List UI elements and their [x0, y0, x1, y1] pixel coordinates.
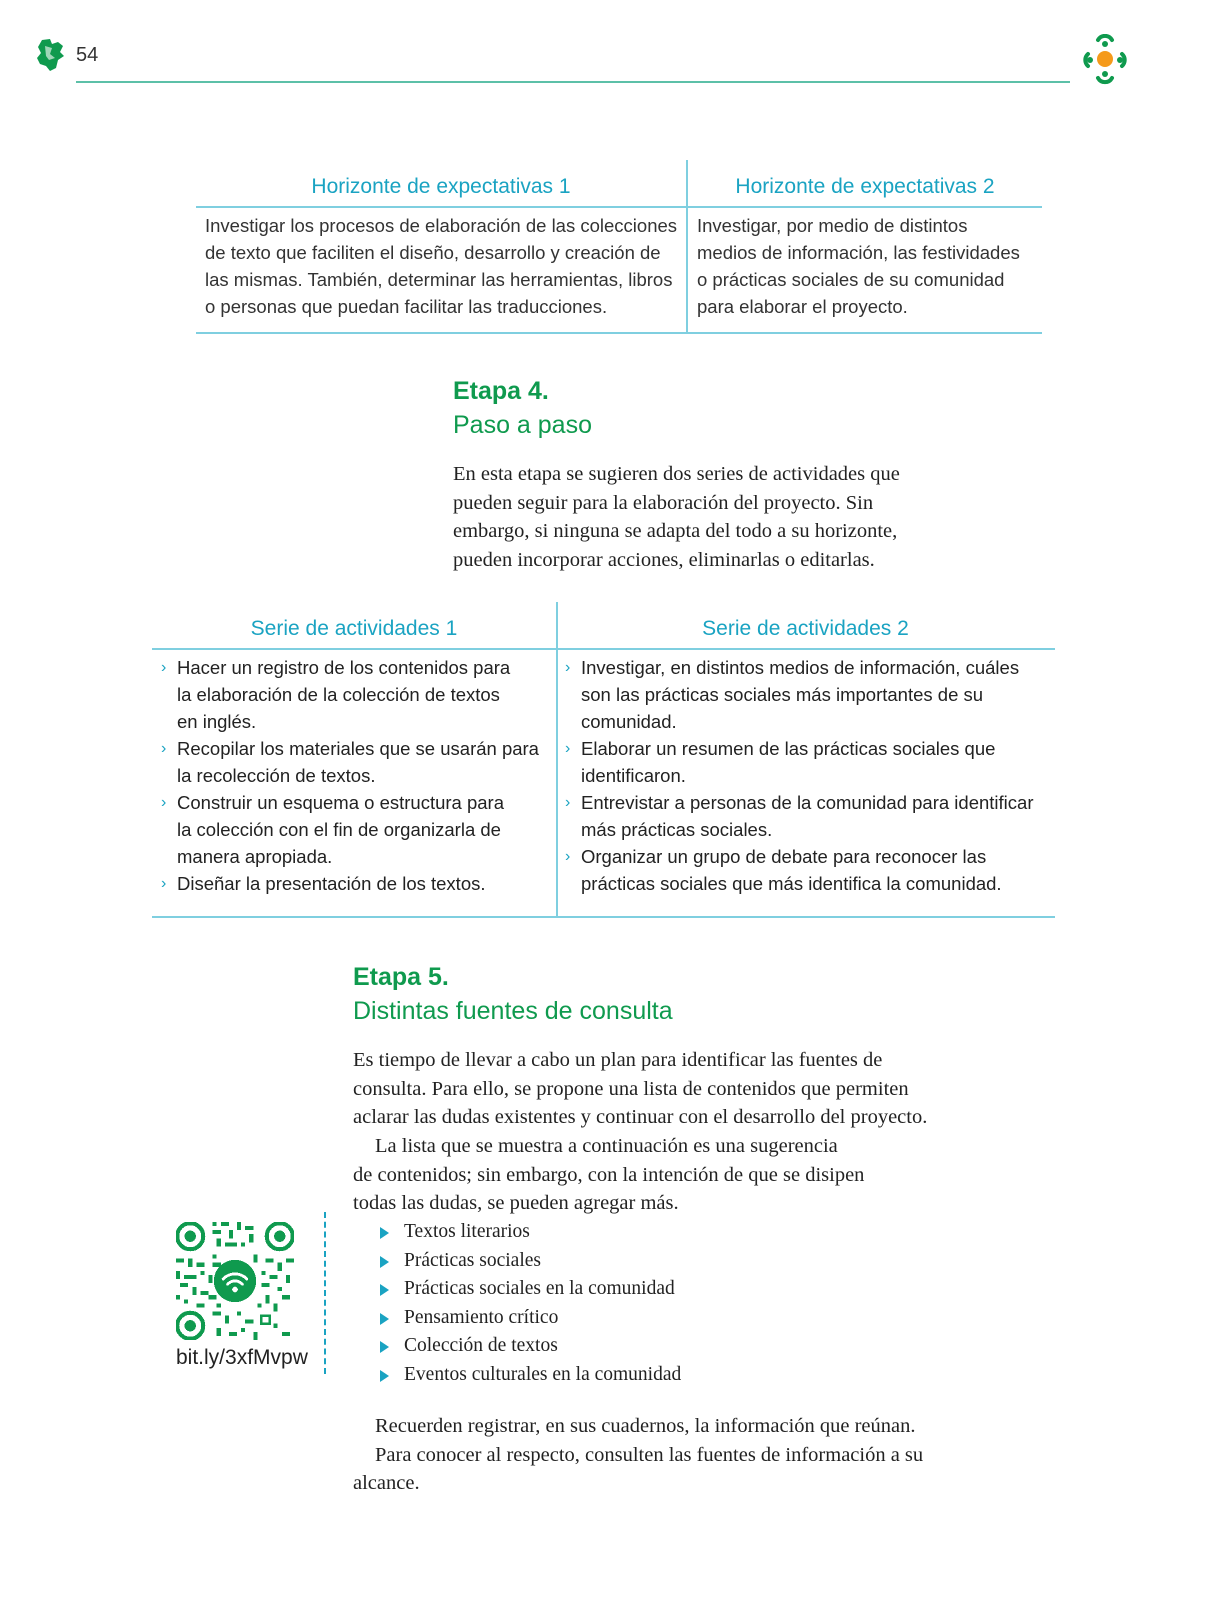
text-line: Es tiempo de llevar a cabo un plan para identificar las fuentes de [353, 1049, 883, 1071]
list-item: Prácticas sociales en la comunidad [378, 1275, 681, 1304]
community-emblem-icon [1078, 34, 1132, 86]
list-item: Pensamiento crítico [378, 1304, 681, 1333]
text-line: de texto que faciliten el diseño, desarrollo y creación de [205, 242, 661, 263]
table-header-rule [196, 206, 1042, 208]
text-line: de contenidos; sin embargo, con la intención de que se disipen [353, 1163, 865, 1186]
guatemala-map-icon [36, 38, 66, 72]
etapa5-subtitle: Distintas fuentes de consulta [353, 997, 673, 1025]
etapa5-paragraph-2 [353, 1132, 1053, 1218]
bullet-icon: › [565, 659, 571, 676]
qr-code-icon[interactable] [176, 1222, 294, 1340]
bullet-icon: › [565, 848, 571, 865]
topics-list [378, 1218, 681, 1389]
etapa5-heading [353, 960, 673, 1028]
etapa5-paragraph-1 [353, 1046, 1053, 1132]
bullet-icon: › [565, 794, 571, 811]
text-line: Para conocer al respecto, consulten las fuentes de información a su [375, 1443, 924, 1466]
text-line: aclarar las dudas existentes y continuar con el desarrollo del proyecto. [353, 1106, 928, 1128]
text-line: medios de información, las festividades [697, 242, 1020, 263]
bullet-icon: › [161, 875, 167, 892]
text-line: alcance. [353, 1472, 420, 1494]
etapa4-title: Etapa 4. [453, 377, 549, 405]
etapa4-paragraph [453, 460, 1013, 574]
etapa5-closing [353, 1412, 1073, 1498]
bullet-icon: › [161, 794, 167, 811]
list-item: Eventos culturales en la comunidad [378, 1361, 681, 1390]
text-line: o personas que puedan facilitar las traducciones. [205, 296, 608, 317]
list-item: › Construir un esquema o estructura para la colección con el fin de organizarla de manera apropiada. [152, 789, 556, 870]
horizonte-table [196, 160, 1042, 334]
horizonte-column-1 [196, 160, 686, 320]
triangle-bullet-icon [380, 1256, 389, 1268]
text-line: o prácticas sociales de su comunidad [697, 269, 1005, 290]
triangle-bullet-icon [380, 1370, 389, 1382]
series-list-1 [152, 648, 556, 897]
bullet-icon: › [161, 740, 167, 757]
series-column-1 [152, 602, 556, 897]
text-line: Investigar, por medio de distintos [697, 215, 968, 236]
list-item: › Elaborar un resumen de las prácticas sociales que identificaron. [556, 735, 1055, 789]
page-number: 54 [76, 44, 99, 66]
list-item: Colección de textos [378, 1332, 681, 1361]
list-item: › Diseñar la presentación de los textos. [152, 870, 556, 897]
list-item: › Organizar un grupo de debate para reconocer las prácticas sociales que más identifica la comunidad. [556, 843, 1055, 897]
etapa5-title: Etapa 5. [353, 963, 449, 991]
table-column-divider [556, 602, 558, 918]
list-item: Textos literarios [378, 1218, 681, 1247]
bullet-icon: › [161, 659, 167, 676]
list-item: Prácticas sociales [378, 1247, 681, 1276]
horizonte-text-1 [196, 206, 686, 320]
triangle-bullet-icon [380, 1341, 389, 1353]
etapa4-subtitle: Paso a paso [453, 411, 592, 439]
text-line: las mismas. También, determinar las herramientas, libros [205, 269, 673, 290]
qr-divider [324, 1212, 326, 1374]
series-list-2 [556, 648, 1055, 897]
series-column-2 [556, 602, 1055, 897]
horizonte-header-1: Horizonte de expectativas 1 [311, 175, 571, 198]
qr-link[interactable]: bit.ly/3xfMvpw [176, 1346, 308, 1369]
list-item: › Recopilar los materiales que se usarán para la recolección de textos. [152, 735, 556, 789]
text-line: pueden incorporar acciones, eliminarlas o editarlas. [453, 548, 875, 571]
horizonte-column-2 [688, 160, 1042, 320]
triangle-bullet-icon [380, 1227, 389, 1239]
horizonte-text-2 [688, 206, 1042, 320]
series-header-1: Serie de actividades 1 [250, 617, 458, 640]
series-header-2: Serie de actividades 2 [702, 617, 909, 640]
table-bottom-rule [152, 916, 1055, 918]
text-line: embargo, si ninguna se adapta del todo a su horizonte, [453, 520, 898, 542]
text-line: pueden seguir para la elaboración del proyecto. Sin [453, 491, 874, 514]
horizonte-header-2: Horizonte de expectativas 2 [735, 175, 995, 198]
list-item: › Hacer un registro de los contenidos para la elaboración de la colección de textos en inglés. [152, 654, 556, 735]
list-item: › Investigar, en distintos medios de información, cuáles son las prácticas sociales más importantes de su comunidad. [556, 654, 1055, 735]
etapa4-heading [453, 374, 592, 442]
text-line: Recuerden registrar, en sus cuadernos, la información que reúnan. [375, 1415, 916, 1437]
text-line: todas las dudas, se pueden agregar más. [353, 1192, 679, 1214]
table-column-divider [686, 160, 688, 334]
triangle-bullet-icon [380, 1313, 389, 1325]
triangle-bullet-icon [380, 1284, 389, 1296]
table-bottom-rule [196, 332, 1042, 334]
list-item: › Entrevistar a personas de la comunidad para identificar más prácticas sociales. [556, 789, 1055, 843]
text-line: En esta etapa se sugieren dos series de actividades que [453, 463, 900, 485]
series-table [152, 602, 1055, 918]
text-line: consulta. Para ello, se propone una lista de contenidos que permiten [353, 1077, 909, 1100]
table-header-rule [152, 648, 1055, 650]
header-rule [76, 81, 1070, 83]
text-line: Investigar los procesos de elaboración de las colecciones [205, 215, 678, 236]
text-line: para elaborar el proyecto. [697, 296, 908, 317]
bullet-icon: › [565, 740, 571, 757]
text-line: La lista que se muestra a continuación es una sugerencia [375, 1135, 838, 1157]
